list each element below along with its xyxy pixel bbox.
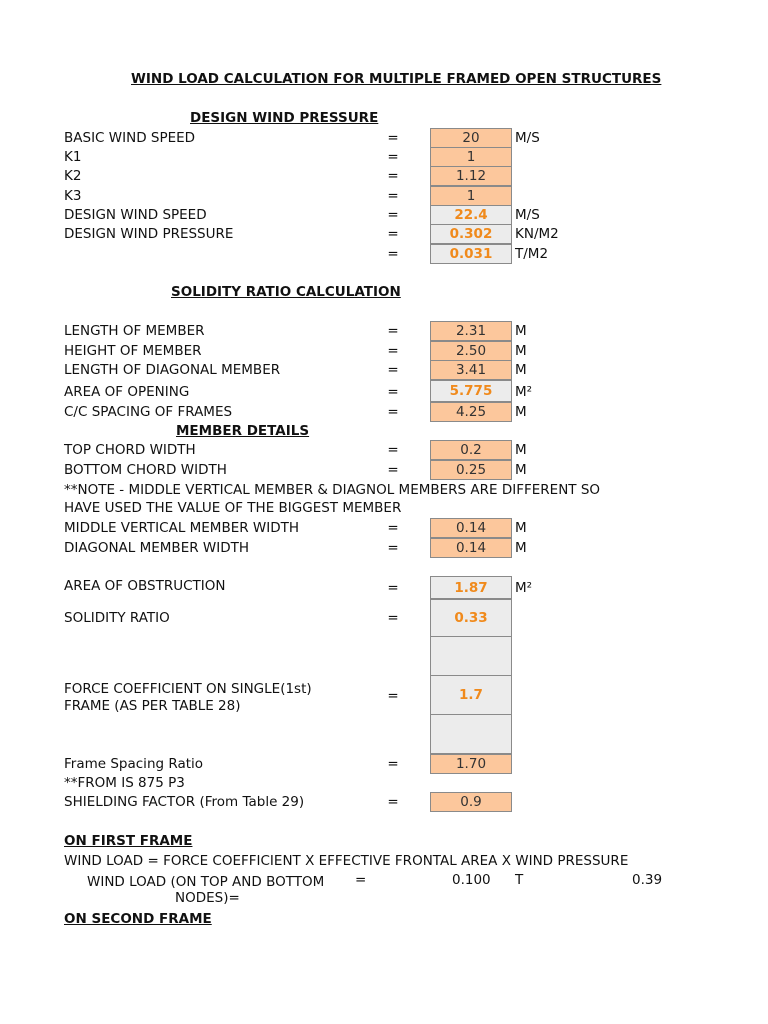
empty-calc-cell	[430, 714, 512, 754]
first-frame-heading: ON FIRST FRAME	[64, 833, 193, 849]
length-of-member-unit: M	[515, 323, 527, 339]
solidity-ratio-value: 0.33	[430, 599, 512, 637]
wind-load-formula: WIND LOAD = FORCE COEFFICIENT X EFFECTIVE FRONTAL AREA X WIND PRESSURE	[64, 853, 629, 869]
equals-sign: =	[387, 130, 399, 146]
equals-sign: =	[387, 323, 399, 339]
wind-load-value: 0.100	[452, 872, 491, 888]
length-of-member-label: LENGTH OF MEMBER	[64, 323, 205, 339]
equals-sign: =	[387, 688, 399, 704]
is-875-note: **FROM IS 875 P3	[64, 775, 185, 791]
height-of-member-label: HEIGHT OF MEMBER	[64, 343, 202, 359]
diagonal-length-unit: M	[515, 362, 527, 378]
equals-sign: =	[387, 384, 399, 400]
equals-sign: =	[387, 520, 399, 536]
equals-sign: =	[387, 442, 399, 458]
equals-sign: =	[387, 226, 399, 242]
basic-wind-speed-input[interactable]: 20	[430, 128, 512, 148]
design-wind-speed-label: DESIGN WIND SPEED	[64, 207, 207, 223]
length-of-member-input[interactable]: 2.31	[430, 321, 512, 341]
area-of-opening-label: AREA OF OPENING	[64, 384, 190, 400]
force-coefficient-value: 1.7	[430, 675, 512, 715]
equals-sign: =	[387, 362, 399, 378]
top-chord-width-label: TOP CHORD WIDTH	[64, 442, 196, 458]
frame-spacing-ratio-label: Frame Spacing Ratio	[64, 756, 204, 772]
wind-load-label-line1: WIND LOAD (ON TOP AND BOTTOM	[87, 874, 325, 890]
note-line-1: **NOTE - MIDDLE VERTICAL MEMBER & DIAGNOL MEMBERS ARE DIFFERENT SO	[64, 482, 601, 498]
diagonal-width-unit: M	[515, 540, 527, 556]
empty-calc-cell	[430, 636, 512, 676]
area-of-obstruction-unit: M²	[515, 580, 533, 596]
frame-spacing-input[interactable]: 4.25	[430, 402, 512, 422]
middle-vertical-width-input[interactable]: 0.14	[430, 518, 512, 538]
k2-input[interactable]: 1.12	[430, 166, 512, 186]
design-wind-pressure-t-unit: T/M2	[515, 246, 549, 262]
bottom-chord-width-label: BOTTOM CHORD WIDTH	[64, 462, 227, 478]
frame-spacing-label: C/C SPACING OF FRAMES	[64, 404, 233, 420]
frame-spacing-unit: M	[515, 404, 527, 420]
design-wind-speed-unit: M/S	[515, 207, 540, 223]
design-wind-speed-value: 22.4	[430, 205, 512, 225]
diagonal-length-input[interactable]: 3.41	[430, 360, 512, 380]
height-of-member-unit: M	[515, 343, 527, 359]
basic-wind-speed-unit: M/S	[515, 130, 540, 146]
design-wind-pressure-kn-unit: KN/M2	[515, 226, 559, 242]
shielding-factor-label: SHIELDING FACTOR (From Table 29)	[64, 794, 305, 810]
force-coefficient-label-line1: FORCE COEFFICIENT ON SINGLE(1st)	[64, 681, 312, 697]
equals-sign: =	[387, 610, 399, 626]
k3-label: K3	[64, 188, 82, 204]
equals-sign: =	[387, 343, 399, 359]
solidity-ratio-label: SOLIDITY RATIO	[64, 610, 170, 626]
area-of-obstruction-value: 1.87	[430, 576, 512, 599]
area-of-obstruction-label: AREA OF OBSTRUCTION	[64, 578, 226, 594]
k1-label: K1	[64, 149, 82, 165]
equals-sign: =	[355, 872, 367, 888]
member-details-heading: MEMBER DETAILS	[176, 423, 310, 439]
k3-input[interactable]: 1	[430, 186, 512, 206]
solidity-ratio-heading: SOLIDITY RATIO CALCULATION	[171, 284, 401, 300]
k1-input[interactable]: 1	[430, 147, 512, 167]
equals-sign: =	[387, 149, 399, 165]
diagonal-length-label: LENGTH OF DIAGONAL MEMBER	[64, 362, 281, 378]
equals-sign: =	[387, 540, 399, 556]
wind-load-label-line2: NODES)=	[175, 890, 240, 906]
top-chord-width-unit: M	[515, 442, 527, 458]
equals-sign: =	[387, 246, 399, 262]
area-of-opening-unit: M²	[515, 384, 533, 400]
basic-wind-speed-label: BASIC WIND SPEED	[64, 130, 196, 146]
diagonal-width-label: DIAGONAL MEMBER WIDTH	[64, 540, 250, 556]
diagonal-width-input[interactable]: 0.14	[430, 538, 512, 558]
equals-sign: =	[387, 168, 399, 184]
force-coefficient-label-line2: FRAME (AS PER TABLE 28)	[64, 698, 241, 714]
wind-load-extra-value: 0.39	[632, 872, 663, 888]
design-wind-pressure-label: DESIGN WIND PRESSURE	[64, 226, 234, 242]
design-wind-pressure-t-value: 0.031	[430, 244, 512, 264]
height-of-member-input[interactable]: 2.50	[430, 341, 512, 361]
wind-load-unit: T	[515, 872, 524, 888]
equals-sign: =	[387, 462, 399, 478]
k2-label: K2	[64, 168, 82, 184]
equals-sign: =	[387, 188, 399, 204]
middle-vertical-width-unit: M	[515, 520, 527, 536]
bottom-chord-width-unit: M	[515, 462, 527, 478]
area-of-opening-value: 5.775	[430, 380, 512, 402]
equals-sign: =	[387, 404, 399, 420]
note-line-2: HAVE USED THE VALUE OF THE BIGGEST MEMBER	[64, 500, 402, 516]
bottom-chord-width-input[interactable]: 0.25	[430, 460, 512, 480]
second-frame-heading: ON SECOND FRAME	[64, 911, 212, 927]
top-chord-width-input[interactable]: 0.2	[430, 440, 512, 460]
middle-vertical-width-label: MIDDLE VERTICAL MEMBER WIDTH	[64, 520, 300, 536]
equals-sign: =	[387, 580, 399, 596]
sheet-title: WIND LOAD CALCULATION FOR MULTIPLE FRAMED OPEN STRUCTURES	[131, 71, 662, 87]
equals-sign: =	[387, 756, 399, 772]
design-wind-pressure-heading: DESIGN WIND PRESSURE	[190, 110, 379, 126]
shielding-factor-input[interactable]: 0.9	[430, 792, 512, 812]
equals-sign: =	[387, 207, 399, 223]
equals-sign: =	[387, 794, 399, 810]
frame-spacing-ratio-input[interactable]: 1.70	[430, 754, 512, 774]
design-wind-pressure-kn-value: 0.302	[430, 224, 512, 244]
